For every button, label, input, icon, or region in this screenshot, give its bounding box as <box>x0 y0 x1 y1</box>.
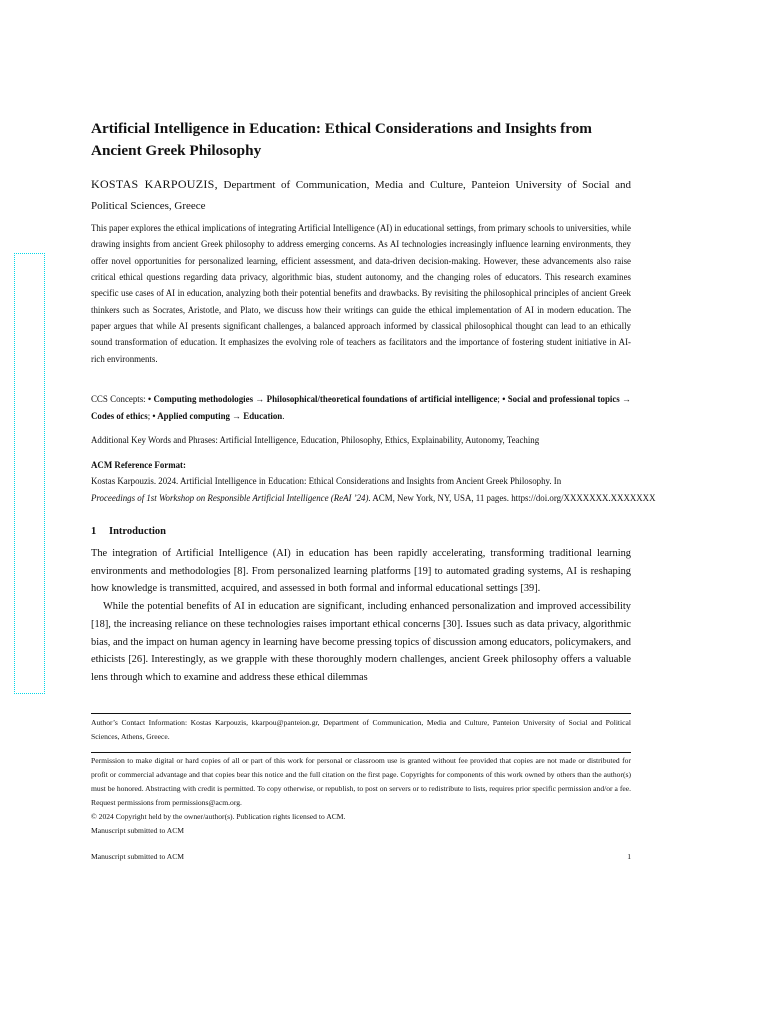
submitted-line: Manuscript submitted to ACM <box>91 826 185 835</box>
permission-block <box>91 754 631 838</box>
permission-rule <box>91 752 631 753</box>
ccs-concepts <box>91 391 631 425</box>
body-paragraph-1: The integration of Artificial Intelligence (AI) in education has been rapidly accelerating, transforming traditional learning environments and methodologies [8]. From personalized learning platforms [19] to automated grading systems, AI is reshaping how knowledge is transmitted, acquired, and assessed in both formal and informal educational settings [39]. <box>91 548 631 595</box>
ccs-end: . <box>282 411 285 421</box>
ccs-concept-1: • Computing methodologies → Philosophical/theoretical foundations of artificial intelligence <box>148 394 498 404</box>
footer-left: Manuscript submitted to ACM <box>91 852 185 861</box>
ccs-sep-1: ; <box>497 394 503 404</box>
section-title: Introduction <box>109 526 166 537</box>
section-heading <box>91 524 166 540</box>
copyright-line: © 2024 Copyright held by the owner/author(s). Publication rights licensed to ACM. <box>91 812 346 821</box>
ccs-concept-3: • Applied computing → Education <box>152 411 283 421</box>
author-name: KOSTAS KARPOUZIS, <box>91 177 218 191</box>
permission-text: Permission to make digital or hard copies of all or part of this work for personal or classroom use is granted without fee provided that copies are not made or distributed for profit or commercial advantage and that copies bear this notice and the full citation on the first page. Copyrights for components of this work owned by others than the author(s) must be honored. Abstracting with credit is permitted. To copy otherwise, or republish, to post on servers or to redistribute to lists, requires prior specific permission and/or a fee. Request permissions from permissions@acm.org. <box>91 756 631 807</box>
acm-reference <box>91 473 691 506</box>
keywords: Additional Key Words and Phrases: Artificial Intelligence, Education, Philosophy, Ethics, Explainability, Autonomy, Teaching <box>91 435 540 445</box>
acm-reference-rest: ACM, New York, NY, USA, 11 pages. https://doi.org/XXXXXXX.XXXXXXX <box>370 492 656 503</box>
body-paragraph-2: While the potential benefits of AI in education are significant, including enhanced personalization and improved accessibility [18], the increasing reliance on these technologies raises important ethical concerns [30]. Issues such as data privacy, algorithmic bias, and the impact on human agency in learning have become pressing topics of discussion among educators, policymakers, and ethicists [26]. Interestingly, as we grapple with these thoroughly modern challenges, ancient Greek philosophy offers a valuable lens through which to examine and address these ethical dilemmas <box>91 601 631 683</box>
acm-reference-heading: ACM Reference Format: <box>91 460 186 470</box>
author-affiliation: Department of Communication, Media and Culture, Panteion University of Social and Political Sciences, Greece <box>91 179 631 212</box>
ccs-concept-2: • Social and professional topics → Codes of ethics <box>91 394 632 421</box>
acm-reference-line-1: Kostas Karpouzis. 2024. Artificial Intelligence in Education: Ethical Considerations and Insights from Ancient Greek Philosophy. In <box>91 476 562 486</box>
body-text <box>91 545 631 687</box>
paper-title: Artificial Intelligence in Education: Ethical Considerations and Insights from Ancient Greek Philosophy <box>91 120 592 159</box>
abstract: This paper explores the ethical implications of integrating Artificial Intelligence (AI) in educational settings, from primary schools to universities, while drawing insights from ancient Greek philosophy to address emerging concerns. As AI technologies increasingly influence learning environments, they offer novel opportunities for personalized learning, efficient assessment, and data-driven decision-making. However, these advancements also raise critical ethical questions regarding data privacy, algorithmic bias, student autonomy, and the changing roles of educators. This research examines specific use cases of AI in education, analyzing both their potential benefits and drawbacks. By revisiting the philosophical principles of ancient Greek thinkers such as Socrates, Aristotle, and Plato, we discuss how their writings can guide the ethical implementation of AI in modern education. The paper argues that while AI presents significant challenges, a balanced approach informed by classical philosophical thought can lead to an ethically sound transformation of education. It emphasizes the evolving role of teachers as facilitators and the importance of fostering student initiative in AI-rich environments. <box>91 223 631 364</box>
footnote-rule <box>91 713 631 714</box>
author-block <box>91 174 631 217</box>
section-number: 1 <box>91 526 97 537</box>
page-number: 1 <box>627 852 631 861</box>
ccs-sep-2: ; <box>147 411 153 421</box>
ccs-label: CCS Concepts: <box>91 394 149 404</box>
selection-box <box>14 253 45 694</box>
acm-reference-venue: Proceedings of 1st Workshop on Responsible Artificial Intelligence (ReAI ’24). <box>91 492 371 503</box>
author-contact: Author’s Contact Information: Kostas Karpouzis, kkarpou@panteion.gr, Department of Communication, Media and Culture, Panteion University of Social and Political Sciences, Athens, Greece. <box>91 718 631 741</box>
